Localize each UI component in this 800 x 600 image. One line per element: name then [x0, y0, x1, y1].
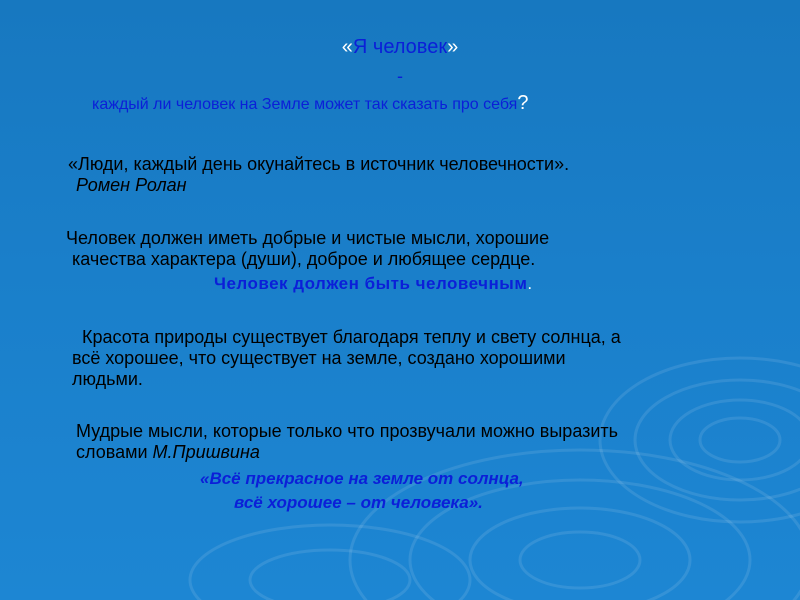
- title-open-quote: «: [341, 36, 353, 58]
- question-mark: ?: [517, 92, 529, 114]
- paragraph-4-line-1: Мудрые мысли, которые только что прозвучали можно выразить: [76, 421, 619, 441]
- final-quote-line-2: всё хорошее – от человека».: [234, 493, 483, 512]
- paragraph-2-line-1: Человек должен иметь добрые и чистые мысли, хорошие: [66, 228, 550, 248]
- paragraph-4-line-2: [76, 442, 260, 463]
- final-quote-line-1: «Всё прекрасное на земле от солнца,: [200, 469, 524, 488]
- paragraph-3-line-2: всё хорошее, что существует на земле, создано хорошими: [72, 348, 566, 368]
- slide-title: [0, 36, 800, 59]
- title-close-quote: »: [447, 36, 459, 58]
- title-text: Я человек: [352, 36, 448, 58]
- emphasis-dot: .: [527, 274, 533, 293]
- question-text: каждый ли человек на Земле может так сказать про себя: [92, 96, 518, 113]
- quote-rolland-line-1: «Люди, каждый день окунайтесь в источник человечности».: [68, 154, 570, 174]
- paragraph-3-line-3: людьми.: [72, 369, 143, 389]
- title-dash: -: [397, 66, 403, 86]
- emphasis-text: Человек должен быть человечным: [214, 274, 528, 293]
- quote-rolland-author: Ромен Ролан: [76, 175, 187, 195]
- paragraph-4-prefix: словами: [76, 442, 153, 462]
- subtitle-question: [92, 92, 528, 115]
- prishvin-author: М.Пришвина: [152, 442, 260, 462]
- paragraph-3-line-1: Красота природы существует благодаря теплу и свету солнца, а: [82, 327, 621, 347]
- emphasis-line: [214, 273, 532, 294]
- paragraph-2-line-2: качества характера (души), доброе и любящее сердце.: [72, 249, 536, 269]
